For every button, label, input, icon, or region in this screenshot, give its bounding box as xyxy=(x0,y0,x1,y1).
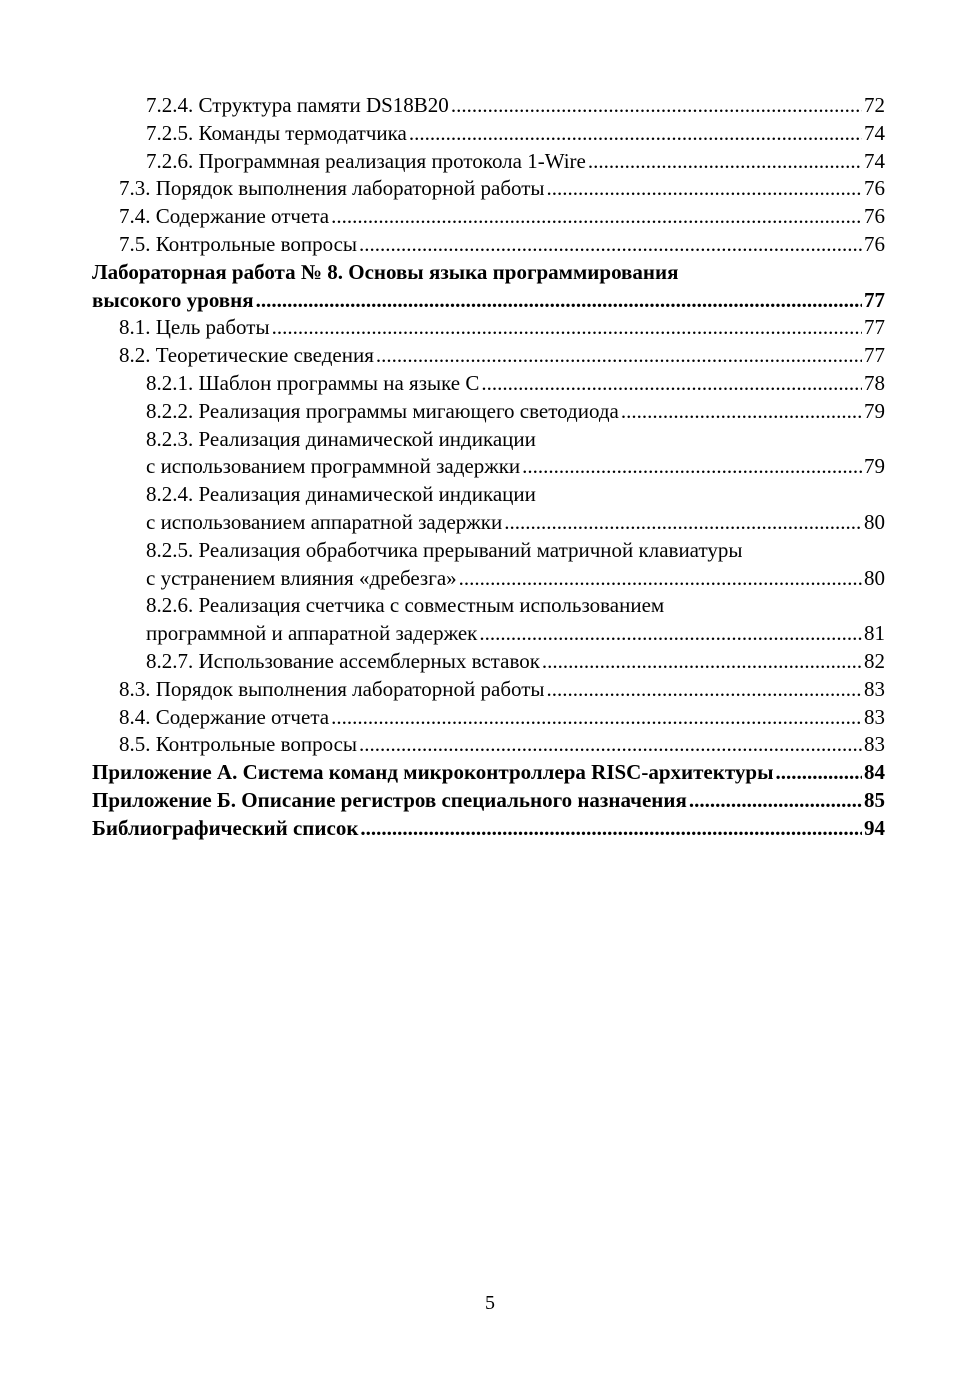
toc-dot-leader xyxy=(409,120,862,148)
toc-page-number: 79 xyxy=(864,398,885,423)
toc-dot-leader xyxy=(331,704,862,732)
toc-entry[interactable] xyxy=(92,787,885,815)
toc-entry[interactable] xyxy=(92,92,885,120)
toc-entry[interactable] xyxy=(92,398,885,426)
toc-entry-title: 8.2.1. Шаблон программы на языке С xyxy=(146,370,480,395)
toc-entry-title: Приложение Б. Описание регистров специального назначения xyxy=(92,787,687,812)
toc-entry-title: 8.3. Порядок выполнения лабораторной работы xyxy=(119,676,545,701)
toc-page-number: 79 xyxy=(864,454,885,479)
toc-entry-title-line: 8.2.6. Реализация счетчика с совместным использованием xyxy=(146,593,665,618)
toc-dot-leader xyxy=(621,398,862,426)
toc-page-number: 74 xyxy=(864,120,885,145)
toc-entry-title: 7.5. Контрольные вопросы xyxy=(119,231,358,256)
toc-entry-title: 7.4. Содержание отчета xyxy=(119,204,330,229)
toc-page-number: 83 xyxy=(864,676,885,701)
toc-entry[interactable] xyxy=(92,704,885,732)
toc-entry-title: 8.5. Контрольные вопросы xyxy=(119,732,358,757)
toc-dot-leader xyxy=(547,175,862,203)
toc-entry-title-line: 8.2.4. Реализация динамической индикации xyxy=(146,482,536,507)
toc-page-number: 77 xyxy=(864,315,885,340)
toc-dot-leader xyxy=(360,815,862,843)
toc-page-number: 76 xyxy=(864,176,885,201)
toc-entry[interactable] xyxy=(92,203,885,231)
toc-dot-leader xyxy=(588,148,862,176)
toc-dot-leader xyxy=(689,787,862,815)
toc-dot-leader xyxy=(256,287,862,315)
toc-dot-leader xyxy=(504,509,862,537)
toc-dot-leader xyxy=(451,92,862,120)
toc-page-number: 77 xyxy=(864,343,885,368)
toc-entry-title: 8.2.2. Реализация программы мигающего светодиода xyxy=(146,398,619,423)
toc-entry[interactable] xyxy=(92,342,885,370)
toc-entry-title: программной и аппаратной задержек xyxy=(146,621,478,646)
toc-entry[interactable] xyxy=(92,148,885,176)
toc-page-number: 83 xyxy=(864,704,885,729)
toc-entry[interactable] xyxy=(92,370,885,398)
toc-page-number: 84 xyxy=(864,760,885,785)
toc-dot-leader xyxy=(775,759,862,787)
toc-page-number: 76 xyxy=(864,204,885,229)
page-number: 5 xyxy=(485,1292,495,1314)
toc-entry-title: с использованием аппаратной задержки xyxy=(146,509,503,534)
toc-entry-title-line: Лабораторная работа № 8. Основы языка программирования xyxy=(92,259,679,284)
toc-dot-leader xyxy=(359,731,862,759)
toc-entry-title: 7.2.6. Программная реализация протокола 1-Wire xyxy=(146,148,586,173)
toc-entry-title: 8.2. Теоретические сведения xyxy=(119,343,374,368)
toc-entry[interactable] xyxy=(92,592,885,648)
toc-page-number: 80 xyxy=(864,509,885,534)
toc-page-number: 76 xyxy=(864,231,885,256)
toc-page-number: 80 xyxy=(864,565,885,590)
toc-dot-leader xyxy=(479,620,862,648)
toc-page-number: 81 xyxy=(864,621,885,646)
toc-page-number: 78 xyxy=(864,370,885,395)
toc-entry-title-line: 8.2.5. Реализация обработчика прерываний матричной клавиатуры xyxy=(146,537,743,562)
toc-entry[interactable] xyxy=(92,731,885,759)
toc-entry-title: высокого уровня xyxy=(92,287,254,312)
toc-page-number: 85 xyxy=(864,787,885,812)
toc-entry-title: 7.2.5. Команды термодатчика xyxy=(146,120,407,145)
toc-entry-title: с устранением влияния «дребезга» xyxy=(146,565,457,590)
toc-entry[interactable] xyxy=(92,426,885,482)
toc-entry[interactable] xyxy=(92,815,885,843)
toc-dot-leader xyxy=(547,676,862,704)
toc-entry[interactable] xyxy=(92,759,885,787)
table-of-contents xyxy=(92,92,885,843)
toc-page-number: 94 xyxy=(864,815,885,840)
toc-entry[interactable] xyxy=(92,481,885,537)
toc-entry[interactable] xyxy=(92,120,885,148)
toc-entry[interactable] xyxy=(92,314,885,342)
toc-entry[interactable] xyxy=(92,648,885,676)
toc-entry[interactable] xyxy=(92,175,885,203)
toc-dot-leader xyxy=(481,370,862,398)
toc-page-number: 82 xyxy=(864,648,885,673)
toc-entry-title: 8.1. Цель работы xyxy=(119,315,270,340)
toc-entry-title: с использованием программной задержки xyxy=(146,454,521,479)
toc-entry-title-line: 8.2.3. Реализация динамической индикации xyxy=(146,426,536,451)
toc-entry[interactable] xyxy=(92,231,885,259)
toc-entry-title: Приложение А. Система команд микроконтроллера RISC-архитектуры xyxy=(92,760,774,785)
toc-dot-leader xyxy=(522,453,862,481)
toc-entry-title: 8.2.7. Использование ассемблерных вставок xyxy=(146,648,540,673)
toc-entry[interactable] xyxy=(92,676,885,704)
toc-page-number: 83 xyxy=(864,732,885,757)
toc-entry-title: 7.2.4. Структура памяти DS18B20 xyxy=(146,93,449,117)
toc-page-number: 72 xyxy=(864,93,885,117)
toc-dot-leader xyxy=(459,565,862,593)
toc-entry[interactable] xyxy=(92,537,885,593)
toc-dot-leader xyxy=(359,231,862,259)
toc-entry-title: 8.4. Содержание отчета xyxy=(119,704,330,729)
toc-dot-leader xyxy=(542,648,862,676)
toc-entry[interactable] xyxy=(92,259,885,315)
toc-entry-title: 7.3. Порядок выполнения лабораторной работы xyxy=(119,176,545,201)
toc-dot-leader xyxy=(272,314,862,342)
toc-page-number: 74 xyxy=(864,148,885,173)
toc-entry-title: Библиографический список xyxy=(92,815,359,840)
toc-page-number: 77 xyxy=(864,287,885,312)
toc-dot-leader xyxy=(331,203,862,231)
toc-dot-leader xyxy=(376,342,862,370)
